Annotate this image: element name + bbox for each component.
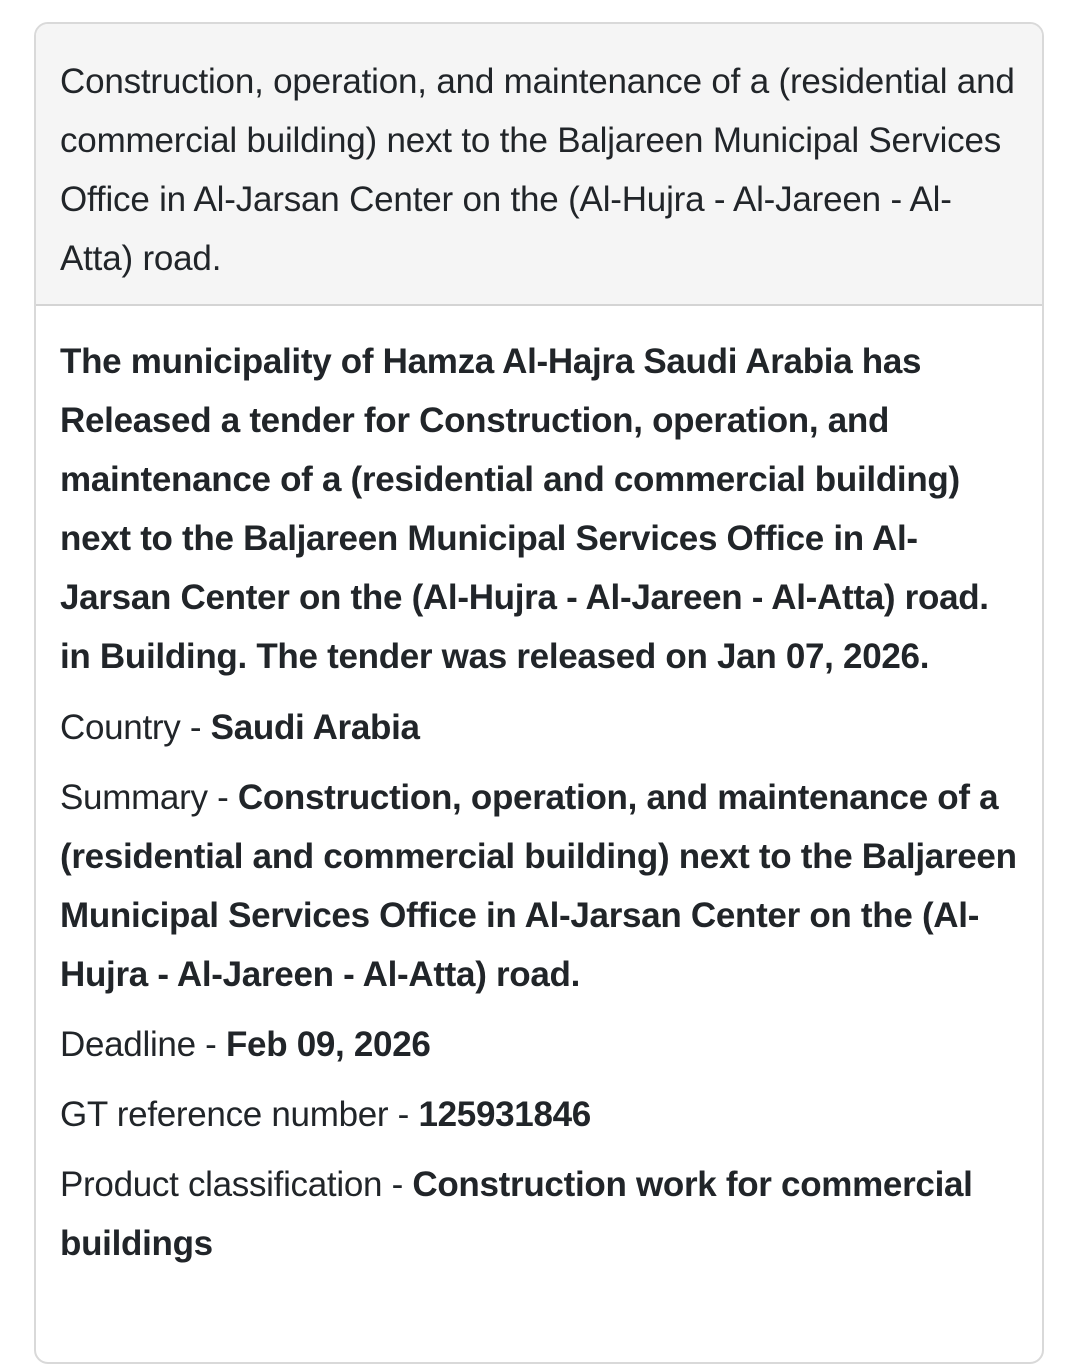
tender-card bbox=[34, 22, 1044, 1364]
tender-intro bbox=[60, 332, 1018, 686]
field-summary bbox=[60, 768, 1018, 1004]
field-product-classification bbox=[60, 1155, 1018, 1273]
intro-prefix: The municipality of Hamza Al-Hajra Saudi Arabia has Released a tender for bbox=[60, 342, 922, 440]
field-label: Summary - bbox=[60, 778, 238, 817]
field-deadline bbox=[60, 1015, 1018, 1074]
field-label: Deadline - bbox=[60, 1025, 226, 1064]
field-value: Construction work for commercial buildings bbox=[60, 1165, 973, 1263]
field-value: Construction, operation, and maintenance of a (residential and commercial building) next to the Baljareen Municipal Services Office in Al-Jarsan Center on the (Al-Hujra - Al-Jareen - Al-Atta) road. bbox=[60, 778, 1017, 994]
field-value: Feb 09, 2026 bbox=[225, 1025, 431, 1064]
field-label: Country - bbox=[60, 708, 211, 747]
field-label: GT reference number - bbox=[60, 1095, 419, 1134]
card-body bbox=[36, 306, 1042, 1308]
field-gt-reference-number bbox=[60, 1085, 1018, 1144]
field-label: Product classification - bbox=[60, 1165, 413, 1204]
field-value: Saudi Arabia bbox=[210, 708, 420, 747]
tender-title: Construction, operation, and maintenance of a (residential and commercial building) next to the Baljareen Municipal Services Office in Al-Jarsan Center on the (Al-Hujra - Al-Jareen - Al-Atta) road. bbox=[60, 62, 1015, 278]
card-header bbox=[36, 24, 1042, 306]
intro-subject: Construction, operation, and maintenance of a (residential and commercial building) next to the Baljareen Municipal Services Office in Al-Jarsan Center on the (Al-Hujra - Al-Jareen - Al-Atta) road. bbox=[60, 401, 989, 617]
intro-suffix: in Building. The tender was released on Jan 07, 2026. bbox=[60, 637, 930, 676]
field-country bbox=[60, 698, 1018, 757]
field-value: 125931846 bbox=[418, 1095, 591, 1134]
